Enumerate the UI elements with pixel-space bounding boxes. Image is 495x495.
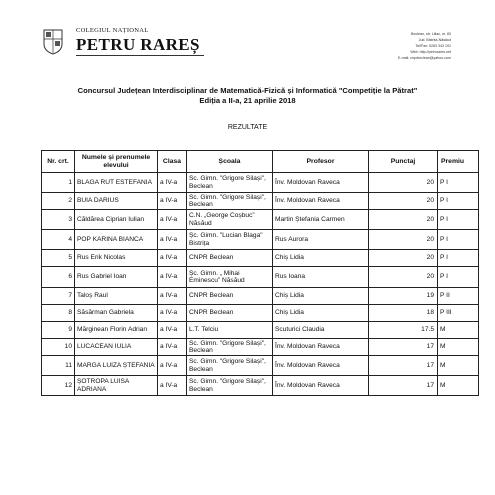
cell-profesor: Înv. Moldovan Raveca	[273, 173, 369, 193]
cell-name: Rus Gabriel Ioan	[75, 267, 158, 288]
cell-profesor: Înv. Moldovan Raveca	[273, 356, 369, 376]
cell-profesor: Martin Ștefania Carmen	[273, 210, 369, 230]
table-row	[42, 305, 479, 322]
cell-premiu: P I	[438, 193, 479, 210]
table-row	[42, 356, 479, 376]
header-nr: Nr. crt.	[42, 151, 75, 173]
cell-nr: 3	[42, 210, 75, 230]
cell-name: Taloș Raul	[75, 288, 158, 305]
cell-punctaj: 17.5	[369, 322, 438, 339]
cell-premiu: P III	[438, 305, 479, 322]
table-row	[42, 210, 479, 230]
cell-scoala: CNPR Beclean	[187, 250, 273, 267]
table-row	[42, 173, 479, 193]
cell-name: Căldărea Ciprian Iulian	[75, 210, 158, 230]
cell-scoala: L.T. Telciu	[187, 322, 273, 339]
cell-premiu: P I	[438, 210, 479, 230]
cell-name: BLAGA RUT ESTEFANIA	[75, 173, 158, 193]
cell-scoala: Sc. Gimn. "Grigore Silași", Beclean	[187, 376, 273, 396]
results-heading: REZULTATE	[227, 124, 268, 131]
header-premiu: Premiu	[438, 151, 479, 173]
header-punctaj: Punctaj	[369, 151, 438, 173]
cell-premiu: M	[438, 322, 479, 339]
cell-nr: 2	[42, 193, 75, 210]
header-clasa: Clasa	[158, 151, 187, 173]
cell-premiu: P I	[438, 230, 479, 250]
contact-phone: Tel/Fax: 0263 343 191	[415, 44, 451, 48]
cell-clasa: a IV-a	[158, 376, 187, 396]
cell-punctaj: 17	[369, 339, 438, 356]
cell-premiu: P I	[438, 173, 479, 193]
school-crest-icon	[42, 29, 64, 55]
table-row	[42, 288, 479, 305]
cell-profesor: Chiș Lidia	[273, 250, 369, 267]
cell-name: Rus Erik Nicolas	[75, 250, 158, 267]
cell-scoala: Sc. Gimn. "Grigore Silași", Beclean	[187, 339, 273, 356]
cell-premiu: M	[438, 376, 479, 396]
cell-clasa: a IV-a	[158, 193, 187, 210]
cell-scoala: Sc. Gimn. "Grigore Silași", Beclean	[187, 173, 273, 193]
table-row	[42, 193, 479, 210]
cell-clasa: a IV-a	[158, 250, 187, 267]
table-row	[42, 267, 479, 288]
table-header-row	[42, 151, 479, 173]
cell-punctaj: 20	[369, 173, 438, 193]
cell-profesor: Chiș Lidia	[273, 288, 369, 305]
cell-scoala: C.N. „George Coșbuc” Năsăud	[187, 210, 273, 230]
cell-punctaj: 18	[369, 305, 438, 322]
cell-premiu: P I	[438, 250, 479, 267]
cell-nr: 4	[42, 230, 75, 250]
cell-clasa: a IV-a	[158, 210, 187, 230]
table-row	[42, 339, 479, 356]
cell-nr: 5	[42, 250, 75, 267]
cell-nr: 7	[42, 288, 75, 305]
cell-name: MARGA LUIZA ȘTEFANIA	[75, 356, 158, 376]
cell-punctaj: 20	[369, 230, 438, 250]
cell-scoala: Sc. Gimn. "Grigore Silași", Beclean	[187, 193, 273, 210]
cell-premiu: M	[438, 356, 479, 376]
cell-clasa: a IV-a	[158, 339, 187, 356]
contact-block	[398, 31, 451, 61]
cell-clasa: a IV-a	[158, 173, 187, 193]
contact-email: E-mail: cnprbeclean@yahoo.com	[398, 56, 451, 60]
cell-name: POP KARINA BIANCA	[75, 230, 158, 250]
cell-name: ȘOTROPA LUISA ADRIANA	[75, 376, 158, 396]
cell-clasa: a IV-a	[158, 230, 187, 250]
cell-punctaj: 19	[369, 288, 438, 305]
cell-scoala: Șc. Gimn. "Lucian Blaga" Bistrița	[187, 230, 273, 250]
header-divider	[76, 55, 204, 56]
table-row	[42, 250, 479, 267]
cell-clasa: a IV-a	[158, 356, 187, 376]
cell-name: LUCACEAN IULIA	[75, 339, 158, 356]
school-name-small: COLEGIUL NAȚIONAL	[76, 27, 149, 34]
cell-nr: 10	[42, 339, 75, 356]
cell-profesor: Scuturici Claudia	[273, 322, 369, 339]
cell-clasa: a IV-a	[158, 322, 187, 339]
header-scoala: Școala	[187, 151, 273, 173]
contact-address: Beclean, str. Liliac, nr. 83	[411, 32, 451, 36]
cell-profesor: Rus Aurora	[273, 230, 369, 250]
cell-punctaj: 20	[369, 250, 438, 267]
cell-scoala: Șc. Gimn. „ Mihai Eminescu” Năsăud	[187, 267, 273, 288]
cell-name: Mărginean Florin Adrian	[75, 322, 158, 339]
cell-name: Săsărman Gabriela	[75, 305, 158, 322]
contest-title: Concursul Județean Interdisciplinar de Matematică-Fizică și Informatică "Competiție la Pătrat"	[77, 86, 418, 95]
cell-clasa: a IV-a	[158, 305, 187, 322]
cell-nr: 9	[42, 322, 75, 339]
results-table	[41, 150, 479, 396]
cell-scoala: CNPR Beclean	[187, 288, 273, 305]
cell-premiu: P II	[438, 288, 479, 305]
table-row	[42, 230, 479, 250]
school-name: PETRU RAREȘ	[76, 35, 200, 54]
contest-edition: Ediția a II-a, 21 aprilie 2018	[199, 96, 296, 105]
cell-punctaj: 17	[369, 356, 438, 376]
cell-nr: 1	[42, 173, 75, 193]
contact-county: Jud. Bistrița-Năsăud	[418, 38, 451, 42]
header-name: Numele și prenumele elevului	[75, 151, 158, 173]
contact-web: Web: http://petrurares.net	[410, 50, 451, 54]
cell-premiu: P I	[438, 267, 479, 288]
cell-profesor: Chiș Lidia	[273, 305, 369, 322]
cell-punctaj: 20	[369, 193, 438, 210]
cell-premiu: M	[438, 339, 479, 356]
table-row	[42, 376, 479, 396]
header-profesor: Profesor	[273, 151, 369, 173]
cell-profesor: Rus Ioana	[273, 267, 369, 288]
cell-profesor: Înv. Moldovan Raveca	[273, 376, 369, 396]
cell-punctaj: 20	[369, 210, 438, 230]
cell-nr: 12	[42, 376, 75, 396]
cell-nr: 6	[42, 267, 75, 288]
cell-clasa: a IV-a	[158, 267, 187, 288]
cell-punctaj: 17	[369, 376, 438, 396]
cell-profesor: Înv. Moldovan Raveca	[273, 339, 369, 356]
cell-clasa: a IV-a	[158, 288, 187, 305]
cell-nr: 11	[42, 356, 75, 376]
cell-scoala: CNPR Beclean	[187, 305, 273, 322]
cell-profesor: Înv. Moldovan Raveca	[273, 193, 369, 210]
table-row	[42, 322, 479, 339]
cell-nr: 8	[42, 305, 75, 322]
cell-scoala: Sc. Gimn. "Grigore Silași", Beclean	[187, 356, 273, 376]
cell-name: BUIA DARIUS	[75, 193, 158, 210]
cell-punctaj: 20	[369, 267, 438, 288]
